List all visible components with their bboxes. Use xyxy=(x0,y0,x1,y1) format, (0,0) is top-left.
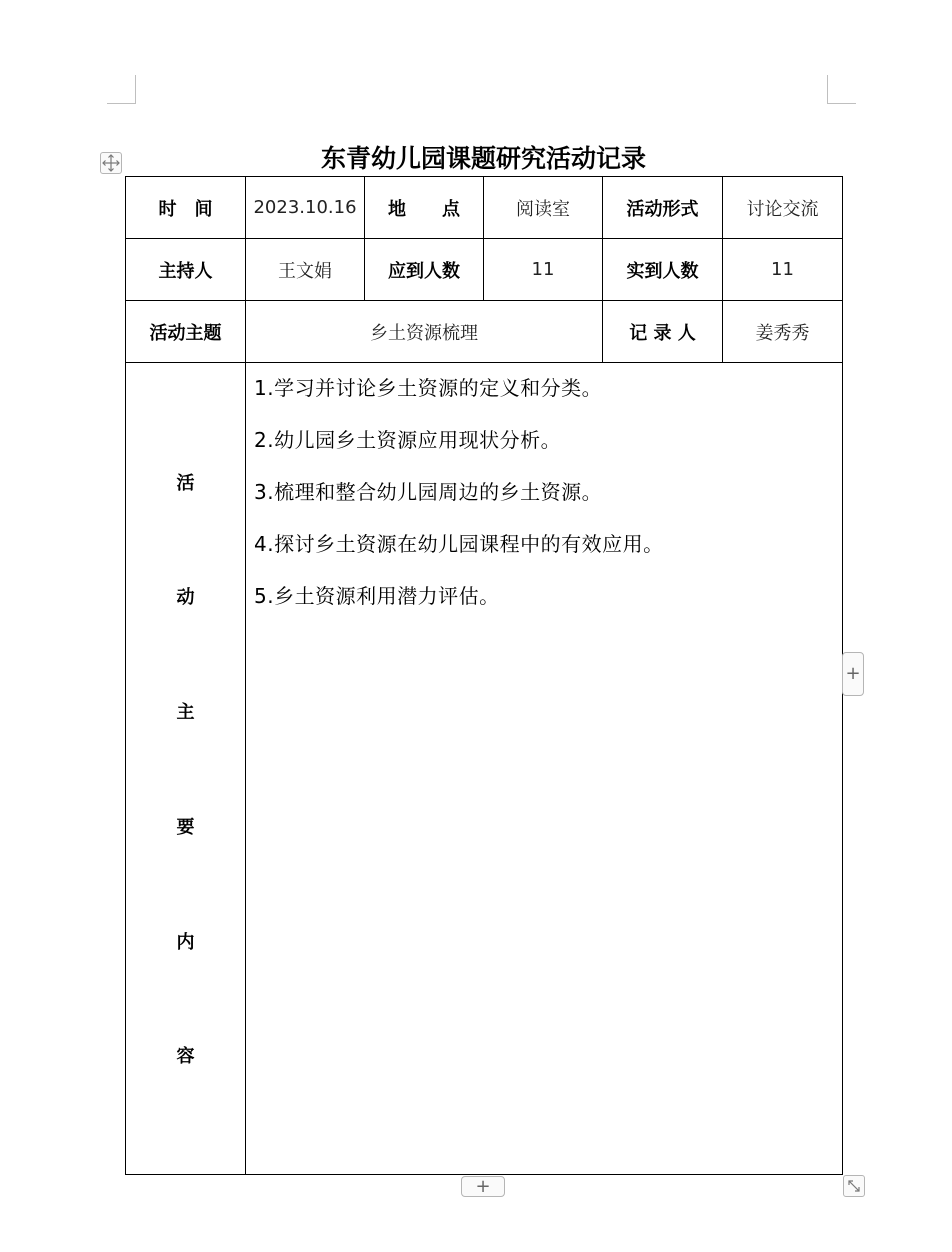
content-label-char: 活 xyxy=(176,472,195,494)
table-row xyxy=(126,301,843,363)
content-label-char: 容 xyxy=(176,1046,195,1068)
content-label-char: 内 xyxy=(176,931,195,953)
table-row xyxy=(126,239,843,301)
content-body-cell[interactable] xyxy=(246,363,843,1175)
content-label-char: 动 xyxy=(176,587,195,609)
recorder-label: 记 录 人 xyxy=(603,301,723,363)
time-value[interactable]: 2023.10.16 xyxy=(246,177,365,239)
content-label-char: 要 xyxy=(176,816,195,838)
list-item: 2.幼儿园乡土资源应用现状分析。 xyxy=(254,428,562,452)
actual-count-value[interactable]: 11 xyxy=(723,239,843,301)
host-label: 主持人 xyxy=(126,239,246,301)
content-label-char: 主 xyxy=(176,702,195,724)
add-column-icon[interactable]: + xyxy=(842,652,864,696)
add-row-icon[interactable]: + xyxy=(461,1176,505,1197)
form-value[interactable]: 讨论交流 xyxy=(723,177,843,239)
list-item: 1.学习并讨论乡土资源的定义和分类。 xyxy=(254,376,603,400)
table-row xyxy=(126,177,843,239)
content-label-cell xyxy=(126,363,246,1175)
host-value[interactable]: 王文娟 xyxy=(246,239,365,301)
table-row xyxy=(126,363,843,1175)
list-item: 3.梳理和整合幼儿园周边的乡土资源。 xyxy=(254,480,603,504)
document-title: 东青幼儿园课题研究活动记录 xyxy=(320,144,646,173)
expected-count-label: 应到人数 xyxy=(365,239,484,301)
list-item: 5.乡土资源利用潜力评估。 xyxy=(254,584,500,608)
place-value[interactable]: 阅读室 xyxy=(484,177,603,239)
actual-count-label: 实到人数 xyxy=(603,239,723,301)
content-label xyxy=(126,469,245,1069)
page-corner-top-left xyxy=(107,75,136,104)
move-table-icon[interactable] xyxy=(100,152,122,174)
resize-table-icon[interactable] xyxy=(843,1175,865,1197)
form-label: 活动形式 xyxy=(603,177,723,239)
time-label: 时 间 xyxy=(126,177,246,239)
record-table xyxy=(125,176,843,1175)
page-corner-top-right xyxy=(827,75,856,104)
recorder-value[interactable]: 姜秀秀 xyxy=(723,301,843,363)
expected-count-value[interactable]: 11 xyxy=(484,239,603,301)
list-item: 4.探讨乡土资源在幼儿园课程中的有效应用。 xyxy=(254,532,664,556)
theme-value[interactable]: 乡土资源梳理 xyxy=(246,301,603,363)
place-label: 地 点 xyxy=(365,177,484,239)
theme-label: 活动主题 xyxy=(126,301,246,363)
